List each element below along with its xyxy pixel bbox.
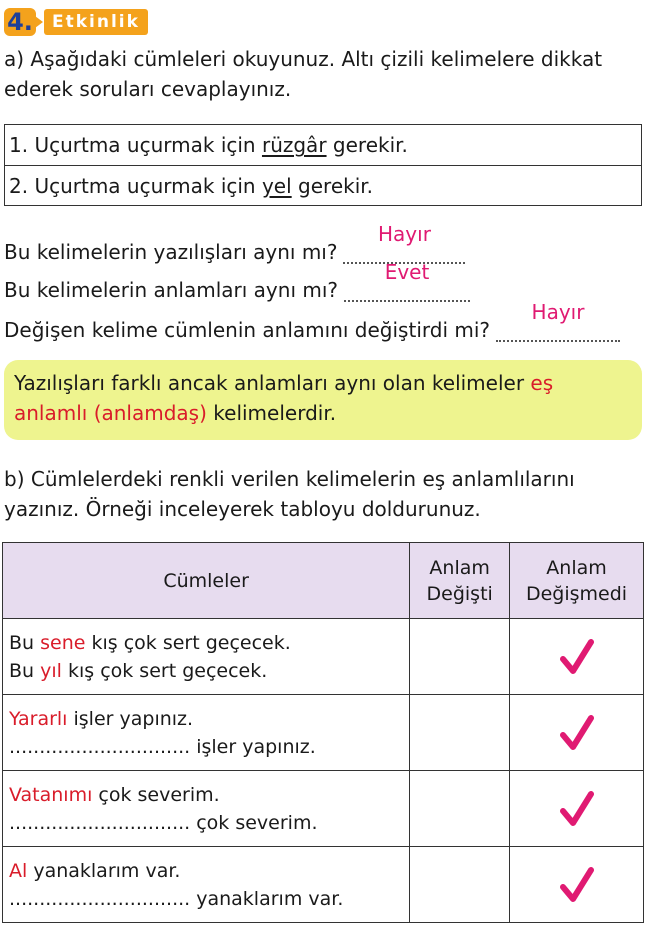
unchanged-cell[interactable]	[510, 847, 644, 923]
answer-text: Hayır	[531, 300, 585, 324]
sentence-cell: Yararlı işler yapınız. .............................. işler yapınız.	[3, 695, 410, 771]
unchanged-cell[interactable]	[510, 771, 644, 847]
sentence-text: Uçurtma uçurmak için	[34, 133, 262, 157]
question-row	[4, 300, 620, 342]
sentence-row	[5, 165, 641, 205]
sentence-text: gerekir.	[291, 173, 373, 198]
instruction-line: yazınız. Örneği inceleyerek tabloyu doldurunuz.	[4, 497, 481, 521]
question-text: Bu kelimelerin anlamları aynı mı?	[4, 278, 339, 302]
blank-dots[interactable]: ..............................	[9, 735, 191, 758]
question-text: Değişen kelime cümlenin anlamını değiştirdi mi?	[4, 318, 491, 342]
sentence-row	[5, 125, 641, 165]
activity-number: 4.	[4, 8, 36, 36]
sentence-cell: Vatanımı çok severim. .............................. çok severim.	[3, 771, 410, 847]
part-b-instruction	[4, 464, 575, 524]
table-row	[3, 619, 644, 695]
info-text: Yazılışları farklı ancak anlamları aynı olan kelimeler	[14, 371, 525, 395]
colored-word: Al	[9, 859, 28, 882]
checkmark-icon	[560, 791, 594, 827]
synonym-table	[2, 542, 644, 923]
unchanged-cell[interactable]	[510, 695, 644, 771]
answer-field[interactable]	[496, 300, 620, 342]
sentence-number: 2.	[9, 173, 29, 198]
checkmark-icon	[560, 639, 594, 675]
column-header-sentences: Cümleler	[3, 543, 410, 619]
colored-word: sene	[40, 631, 86, 654]
info-box	[4, 360, 642, 440]
info-text: kelimelerdir.	[213, 401, 337, 425]
underlined-word: rüzgâr	[261, 133, 327, 157]
instruction-line: b) Cümlelerdeki renkli verilen kelimelerin eş anlamlılarını	[4, 467, 575, 491]
sentence-text: Uçurtma uçurmak için	[34, 173, 262, 198]
changed-cell[interactable]	[410, 771, 510, 847]
answer-field[interactable]	[344, 260, 470, 302]
colored-word: Yararlı	[9, 707, 68, 730]
sentence-text: gerekir.	[326, 133, 408, 157]
sentence-cell: Al yanaklarım var. .............................. yanaklarım var.	[3, 847, 410, 923]
checkmark-icon	[560, 867, 594, 903]
colored-word: Vatanımı	[9, 783, 93, 806]
blank-dots[interactable]: ..............................	[9, 811, 191, 834]
column-header-unchanged: Anlam Değişmedi	[510, 543, 644, 619]
column-header-changed: Anlam Değişti	[410, 543, 510, 619]
question-text: Bu kelimelerin yazılışları aynı mı?	[4, 240, 338, 264]
answer-text: Evet	[384, 260, 430, 284]
sentence-cell: Bu sene kış çok sert geçecek. Bu yıl kış çok sert geçecek.	[3, 619, 410, 695]
changed-cell[interactable]	[410, 847, 510, 923]
info-highlight: anlamlı (anlamdaş)	[14, 401, 207, 425]
changed-cell[interactable]	[410, 695, 510, 771]
part-a-instruction	[4, 44, 602, 104]
unchanged-cell[interactable]	[510, 619, 644, 695]
instruction-line: ederek soruları cevaplayınız.	[4, 77, 292, 101]
table-header-row	[3, 543, 644, 619]
changed-cell[interactable]	[410, 619, 510, 695]
info-highlight: eş	[530, 371, 554, 395]
activity-title: Etkinlik	[44, 9, 148, 35]
instruction-line: a) Aşağıdaki cümleleri okuyunuz. Altı çizili kelimelere dikkat	[4, 47, 603, 71]
sentence-number: 1.	[9, 133, 29, 157]
activity-header	[4, 6, 148, 38]
colored-word: yıl	[40, 659, 62, 682]
checkmark-icon	[560, 715, 594, 751]
question-row	[4, 260, 470, 302]
table-row	[3, 695, 644, 771]
answer-text: Hayır	[378, 222, 431, 246]
sentence-box	[4, 124, 642, 206]
table-row	[3, 847, 644, 923]
underlined-word: yel	[261, 173, 292, 198]
table-row	[3, 771, 644, 847]
blank-dots[interactable]: ..............................	[9, 887, 191, 910]
question-row	[4, 222, 465, 264]
